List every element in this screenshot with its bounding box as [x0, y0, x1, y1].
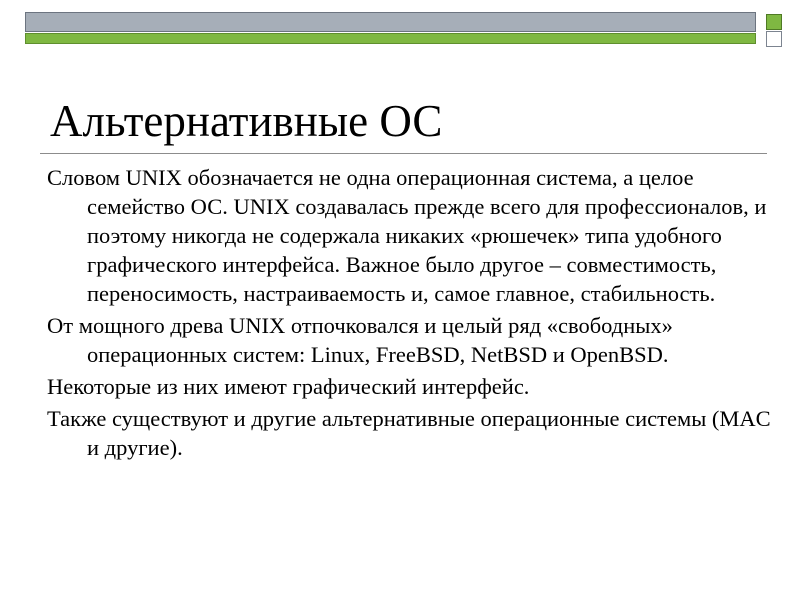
title-divider: [40, 153, 767, 154]
slide-body: [47, 163, 772, 465]
paragraph-graphical-interface: Некоторые из них имеют графический интерфейс.: [47, 374, 530, 399]
slide-title: Альтернативные ОС: [50, 96, 443, 146]
paragraph-free-systems: От мощного древа UNIX отпочковался и целый ряд «свободных» операционных систем: Linux, FreeBSD, NetBSD и OpenBSD.: [47, 313, 673, 367]
paragraph-other-systems: Также существуют и другие альтернативные операционные системы (MAC и другие).: [47, 406, 771, 460]
corner-square-green: [766, 14, 782, 30]
paragraph-unix-description: Словом UNIX обозначается не одна операционная система, а целое семейство ОС. UNIX создавалась прежде всего для профессионалов, и поэтому никогда не содержала никаких «рюшечек» типа удобного графического интерфейса. Важное было другое – совместимость, переносимость, настраиваемость и, самое главное, стабильность.: [47, 165, 767, 306]
accent-bar: [25, 33, 756, 44]
header-bar: [25, 12, 756, 32]
corner-square-white: [766, 31, 782, 47]
